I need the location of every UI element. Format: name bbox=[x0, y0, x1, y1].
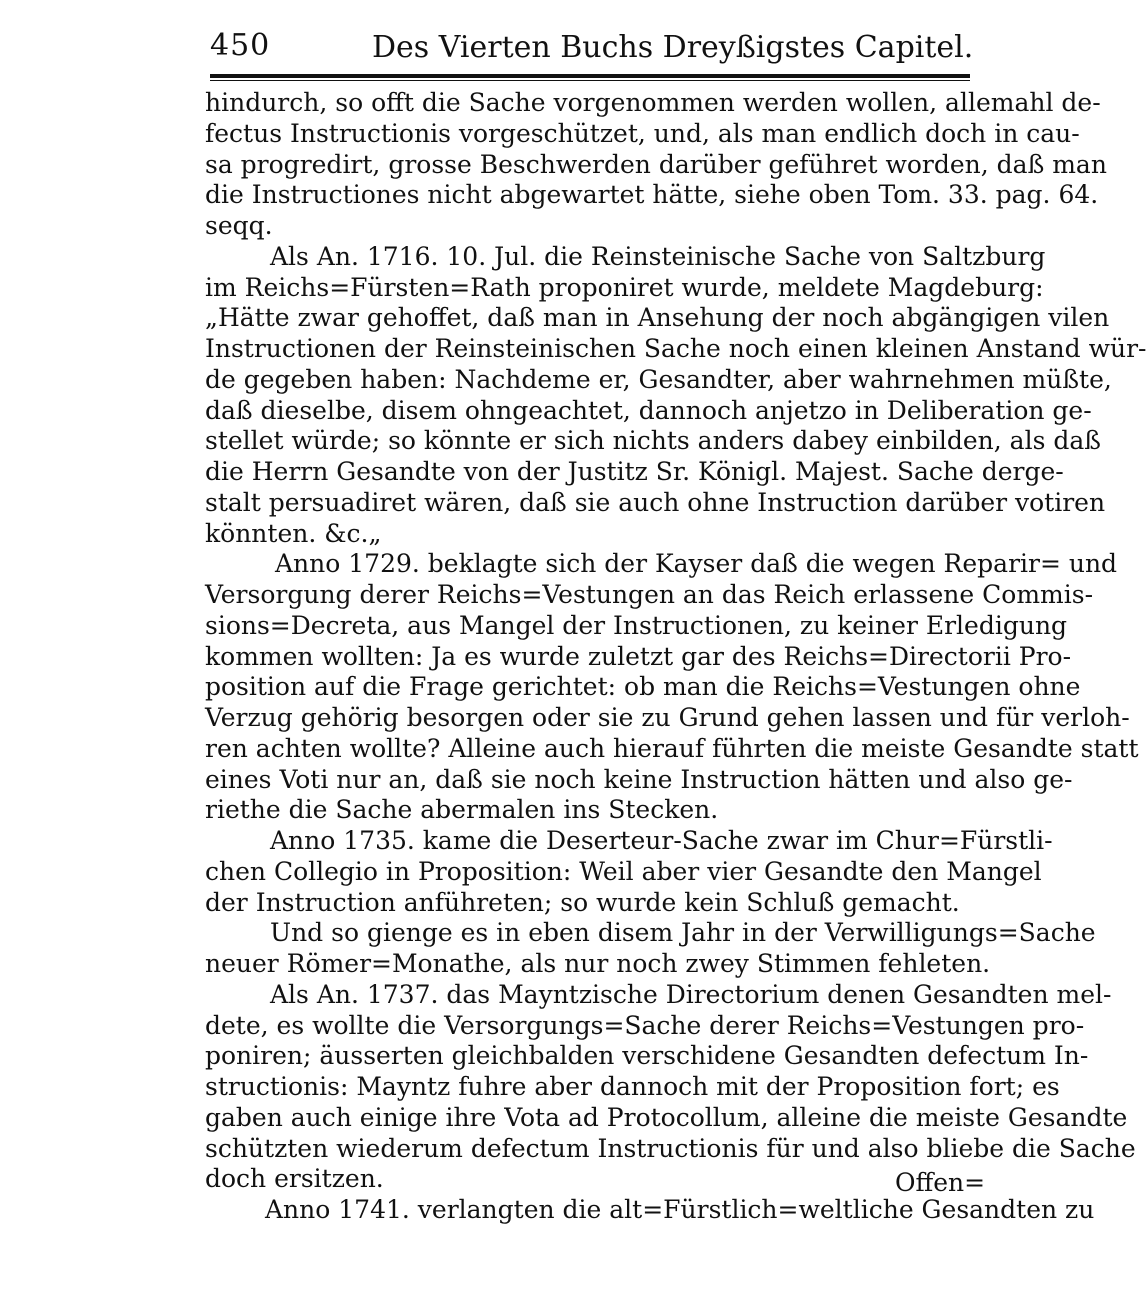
body-text bbox=[205, 88, 1146, 1226]
text-line: position auf die Frage gerichtet: ob man die Reichs=Vestungen ohne bbox=[205, 672, 1081, 702]
text-line: ren achten wollte? Alleine auch hierauf führten die meiste Gesandte statt bbox=[205, 733, 1139, 763]
text-line: dete, es wollte die Versorgungs=Sache derer Reichs=Vestungen pro- bbox=[205, 1010, 1085, 1040]
text-line: sions=Decreta, aus Mangel der Instructionen, zu keiner Erledigung bbox=[205, 610, 1068, 640]
text-line: daß dieselbe, disem ohngeachtet, dannoch anjetzo in Deliberation ge- bbox=[205, 395, 1092, 425]
text-line: Anno 1741. verlangten die alt=Fürstlich=weltliche Gesandten zu bbox=[265, 1195, 1095, 1224]
text-line: chen Collegio in Proposition: Weil aber vier Gesandte den Mangel bbox=[205, 856, 1042, 886]
page-header bbox=[210, 24, 974, 65]
page-number: 450 bbox=[210, 28, 271, 63]
text-line: Anno 1735. kame die Deserteur-Sache zwar im Chur=Fürstli- bbox=[270, 826, 1053, 855]
text-line: Und so gienge es in eben disem Jahr in der Verwilligungs=Sache bbox=[270, 918, 1096, 948]
text-line: im Reichs=Fürsten=Rath proponiret wurde, meldete Magdeburg: bbox=[205, 272, 1044, 302]
catchword: Offen= bbox=[895, 1168, 986, 1197]
text-line: Anno 1729. beklagte sich der Kayser daß die wegen Reparir= und bbox=[275, 549, 1118, 579]
text-line: die Instructiones nicht abgewartet hätte, siehe oben Tom. 33. pag. 64. bbox=[205, 180, 1099, 210]
text-line: neuer Römer=Monathe, als nur noch zwey Stimmen fehleten. bbox=[205, 949, 991, 978]
text-line: seqq. bbox=[205, 211, 273, 240]
text-line: Als An. 1716. 10. Jul. die Reinsteinische Sache von Saltzburg bbox=[270, 241, 1046, 271]
text-line: poniren; äusserten gleichbalden verschidene Gesandten defectum In- bbox=[205, 1041, 1089, 1071]
text-line: könnten. &c.„ bbox=[205, 518, 382, 548]
text-line: Versorgung derer Reichs=Vestungen an das Reich erlassene Commis- bbox=[205, 580, 1094, 609]
text-line: eines Voti nur an, daß sie noch keine Instruction hätten und also ge- bbox=[205, 764, 1073, 794]
text-line: riethe die Sache abermalen ins Stecken. bbox=[205, 795, 719, 825]
text-line: doch ersitzen. bbox=[205, 1164, 384, 1194]
text-line: „Hätte zwar gehoffet, daß man in Ansehung der noch abgängigen vilen bbox=[205, 303, 1110, 333]
running-head: Des Vierten Buchs Dreyßigstes Capitel. bbox=[372, 30, 974, 65]
text-line: gaben auch einige ihre Vota ad Protocollum, alleine die meiste Gesandte bbox=[205, 1102, 1128, 1132]
text-line: schützten wiederum defectum Instructionis für und also bliebe die Sache bbox=[205, 1133, 1136, 1163]
text-line: der Instruction anführeten; so wurde kein Schluß gemacht. bbox=[205, 887, 960, 917]
header-rule-thin bbox=[210, 80, 970, 81]
text-line: Als An. 1737. das Mayntzische Directorium denen Gesandten mel- bbox=[270, 979, 1112, 1009]
text-line: die Herrn Gesandte von der Justitz Sr. Königl. Majest. Sache derge- bbox=[205, 457, 1064, 486]
text-line: structionis: Mayntz fuhre aber dannoch mit der Proposition fort; es bbox=[205, 1072, 1060, 1101]
text-line: fectus Instructionis vorgeschützet, und, als man endlich doch in cau- bbox=[205, 118, 1080, 148]
text-line: Instructionen der Reinsteinischen Sache noch einen kleinen Anstand wür- bbox=[205, 334, 1146, 363]
text-line: Verzug gehörig besorgen oder sie zu Grund gehen lassen und für verloh- bbox=[205, 703, 1130, 732]
text-line: stellet würde; so könnte er sich nichts anders dabey einbilden, als daß bbox=[205, 426, 1101, 456]
text-line: de gegeben haben: Nachdeme er, Gesandter, aber wahrnehmen müßte, bbox=[205, 364, 1112, 394]
header-rule bbox=[210, 74, 970, 78]
text-line: stalt persuadiret wären, daß sie auch ohne Instruction darüber votiren bbox=[205, 487, 1106, 517]
text-line: kommen wollten: Ja es wurde zuletzt gar des Reichs=Directorii Pro- bbox=[205, 641, 1072, 671]
text-line: sa progredirt, grosse Beschwerden darüber geführet worden, daß man bbox=[205, 149, 1107, 179]
text-line: hindurch, so offt die Sache vorgenommen werden wollen, allemahl de- bbox=[205, 88, 1101, 117]
